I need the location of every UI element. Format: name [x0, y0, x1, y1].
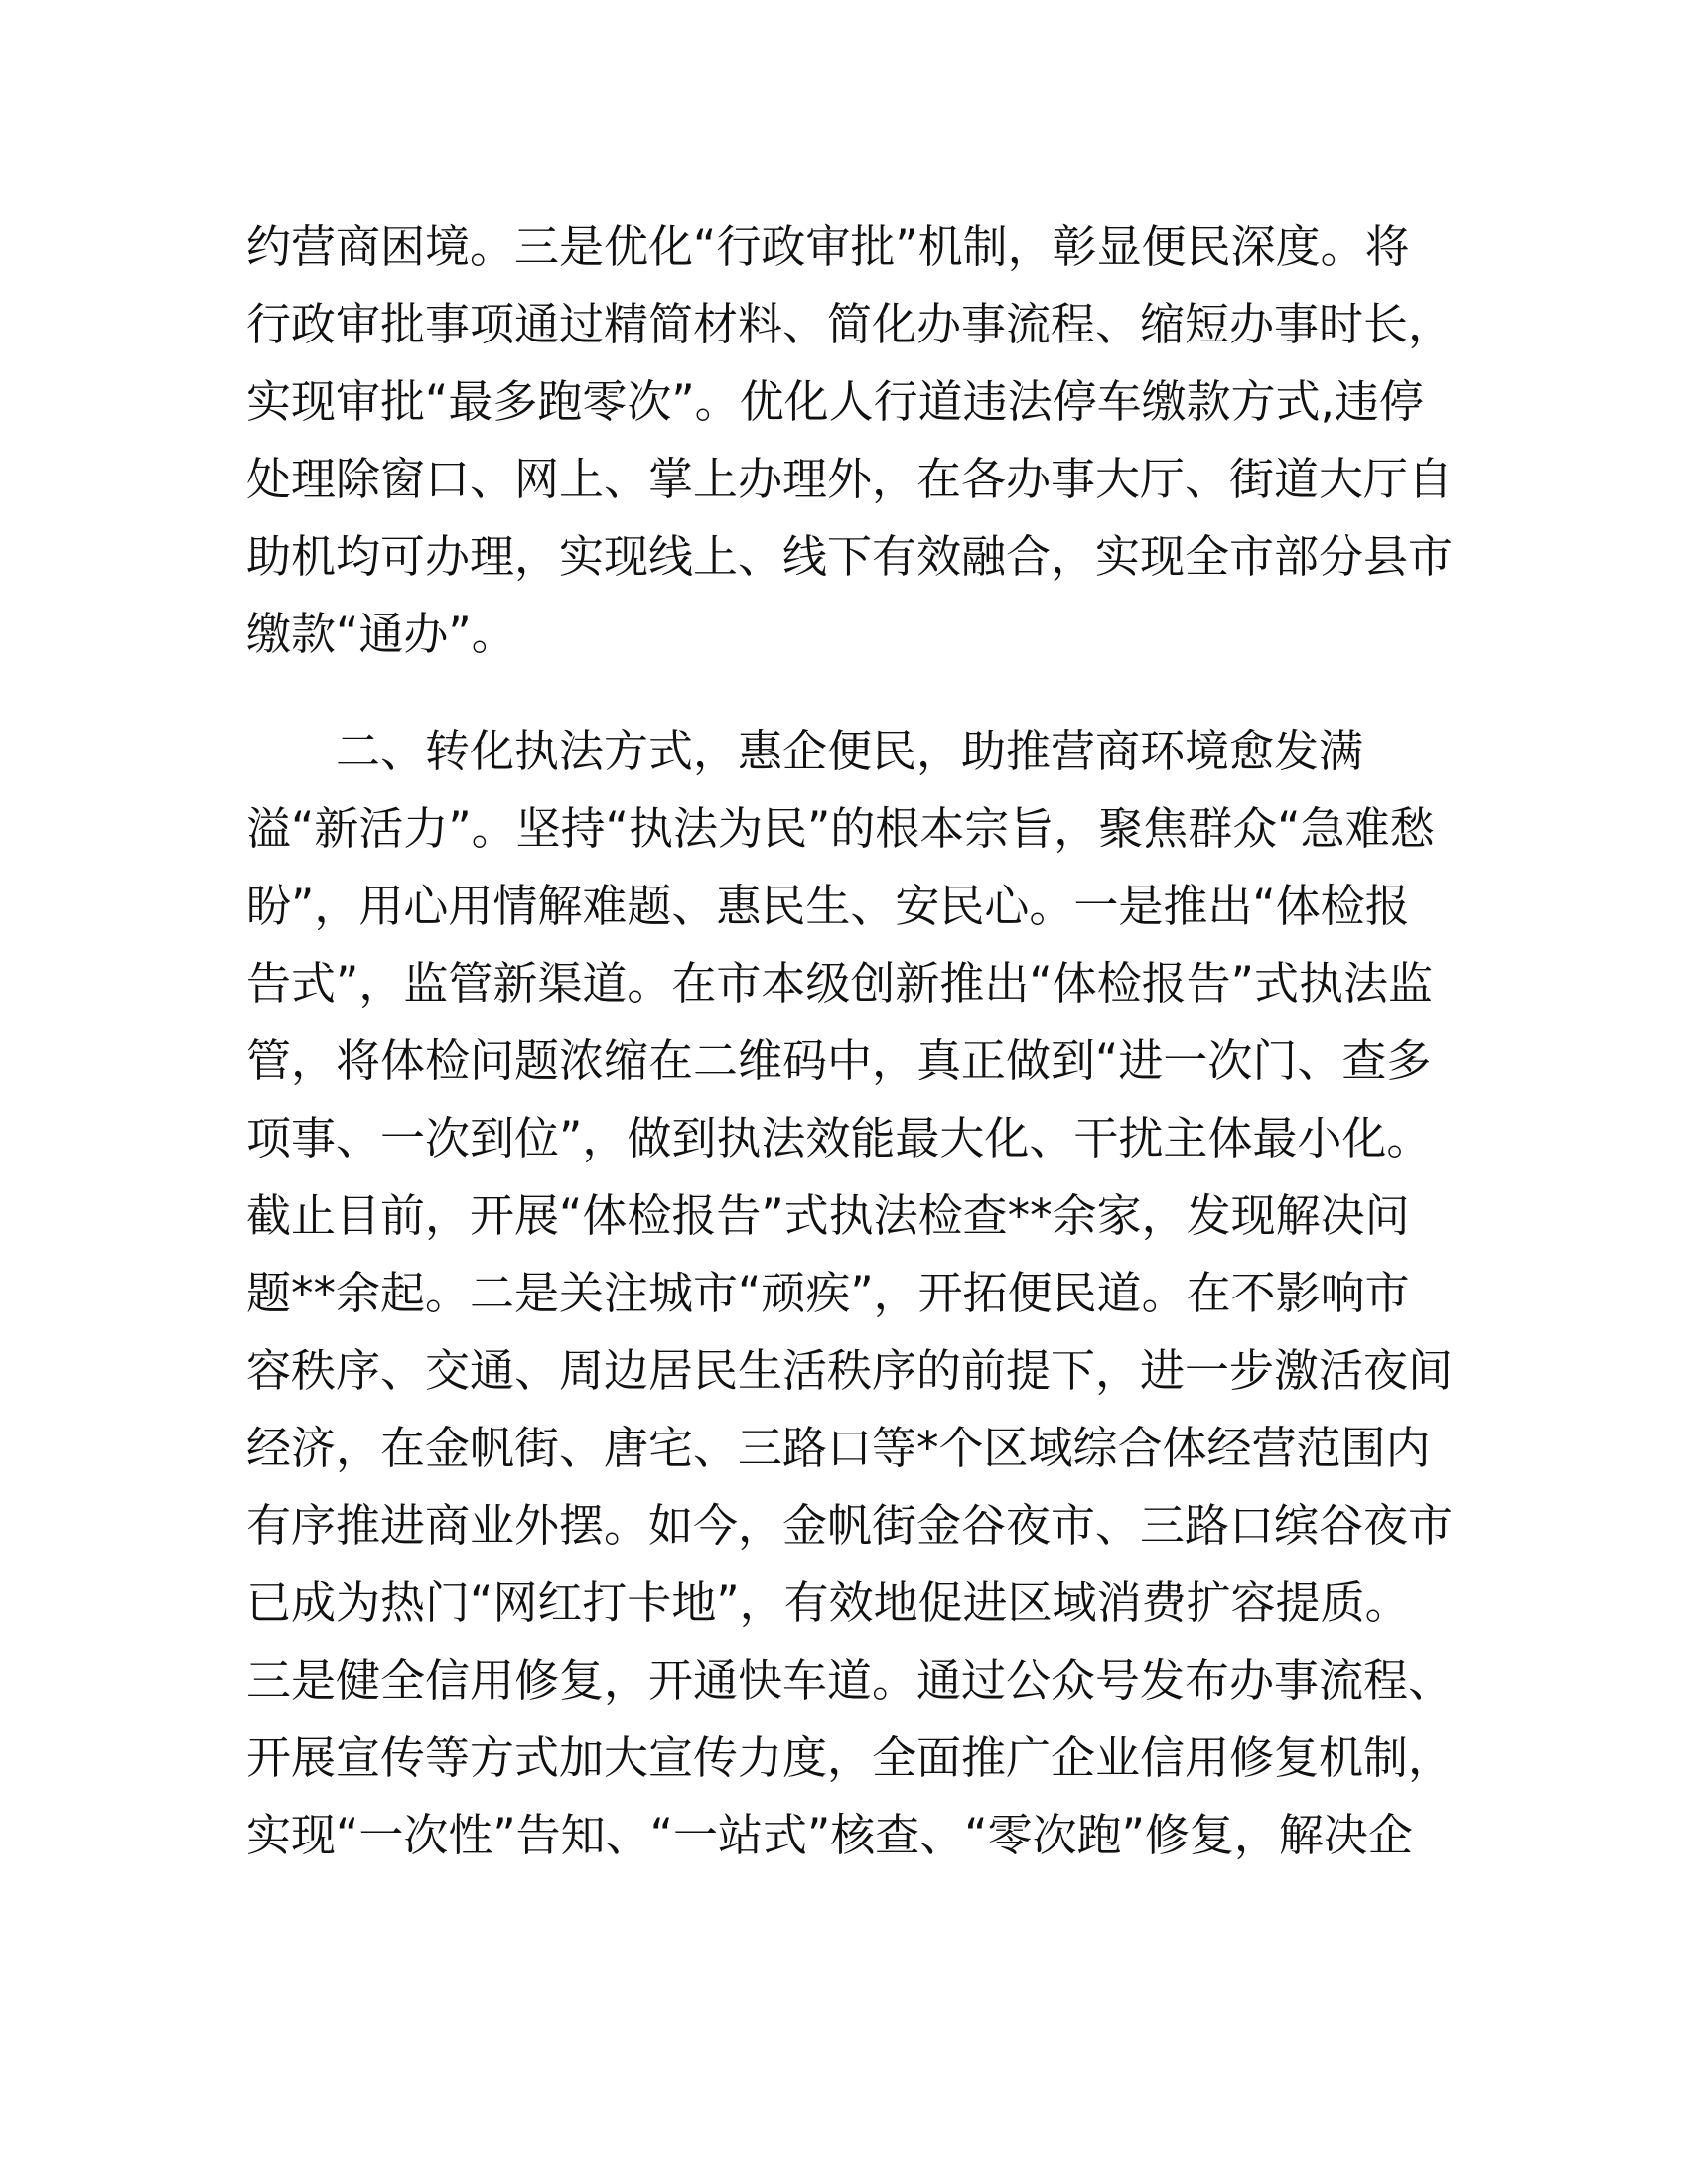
text-line: 实现“一次性”告知、“一站式”核查、“零次跑”修复，解决企 [246, 1809, 1413, 1861]
text-line: 溢“新活力”。坚持“执法为民”的根本宗旨，聚焦群众“急难愁 [246, 802, 1435, 855]
text-line: 管，将体检问题浓缩在二维码中，真正做到“进一次门、查多 [246, 1034, 1432, 1087]
text-line: 告式”，监管新渠道。在市本级创新推出“体检报告”式执法监 [246, 957, 1433, 1010]
text-line: 处理除窗口、网上、掌上办理外，在各办事大厅、街道大厅自 [246, 453, 1454, 505]
text-line: 题**余起。二是关注城市“顽疾”，开拓便民道。在不影响市 [246, 1267, 1410, 1319]
text-line: 开展宣传等方式加大宣传力度，全面推广企业信用修复机制， [246, 1731, 1454, 1784]
text-line: 容秩序、交通、周边居民生活秩序的前提下，进一步激活夜间 [246, 1344, 1454, 1397]
text-line: 约营商困境。三是优化“行政审批”机制，彰显便民深度。将 [246, 220, 1410, 273]
text-line: 盼”，用心用情解难题、惠民生、安民心。一是推出“体检报 [246, 880, 1410, 932]
text-line: 二、转化执法方式，惠企便民，助推营商环境愈发满 [336, 725, 1364, 777]
paragraph-spacer [246, 673, 1442, 713]
text-line: 助机均可办理，实现线上、线下有效融合，实现全市部分县市 [246, 530, 1454, 583]
text-line: 已成为热门“网红打卡地”，有效地促进区域消费扩容提质。 [246, 1576, 1410, 1629]
text-line: 有序推进商业外摆。如今，金帆街金谷夜市、三路口缤谷夜市 [246, 1499, 1454, 1552]
text-line: 行政审批事项通过精简材料、简化办事流程、缩短办事时长， [246, 298, 1454, 350]
text-line: 经济，在金帆街、唐宅、三路口等*个区域综合体经营范围内 [246, 1422, 1431, 1474]
text-line: 截止目前，开展“体检报告”式执法检查**余家，发现解决问 [246, 1189, 1410, 1242]
paragraph-1 [246, 208, 1454, 673]
paragraph-2 [246, 713, 1454, 1874]
text-line: 实现审批“最多跑零次”。优化人行道违法停车缴款方式,违停 [246, 375, 1424, 428]
text-line: 项事、一次到位”，做到执法效能最大化、干扰主体最小化。 [246, 1112, 1432, 1164]
text-line: 三是健全信用修复，开通快车道。通过公众号发布办事流程、 [246, 1654, 1454, 1706]
document-body [246, 208, 1454, 1874]
text-line: 缴款“通办”。 [246, 608, 516, 660]
